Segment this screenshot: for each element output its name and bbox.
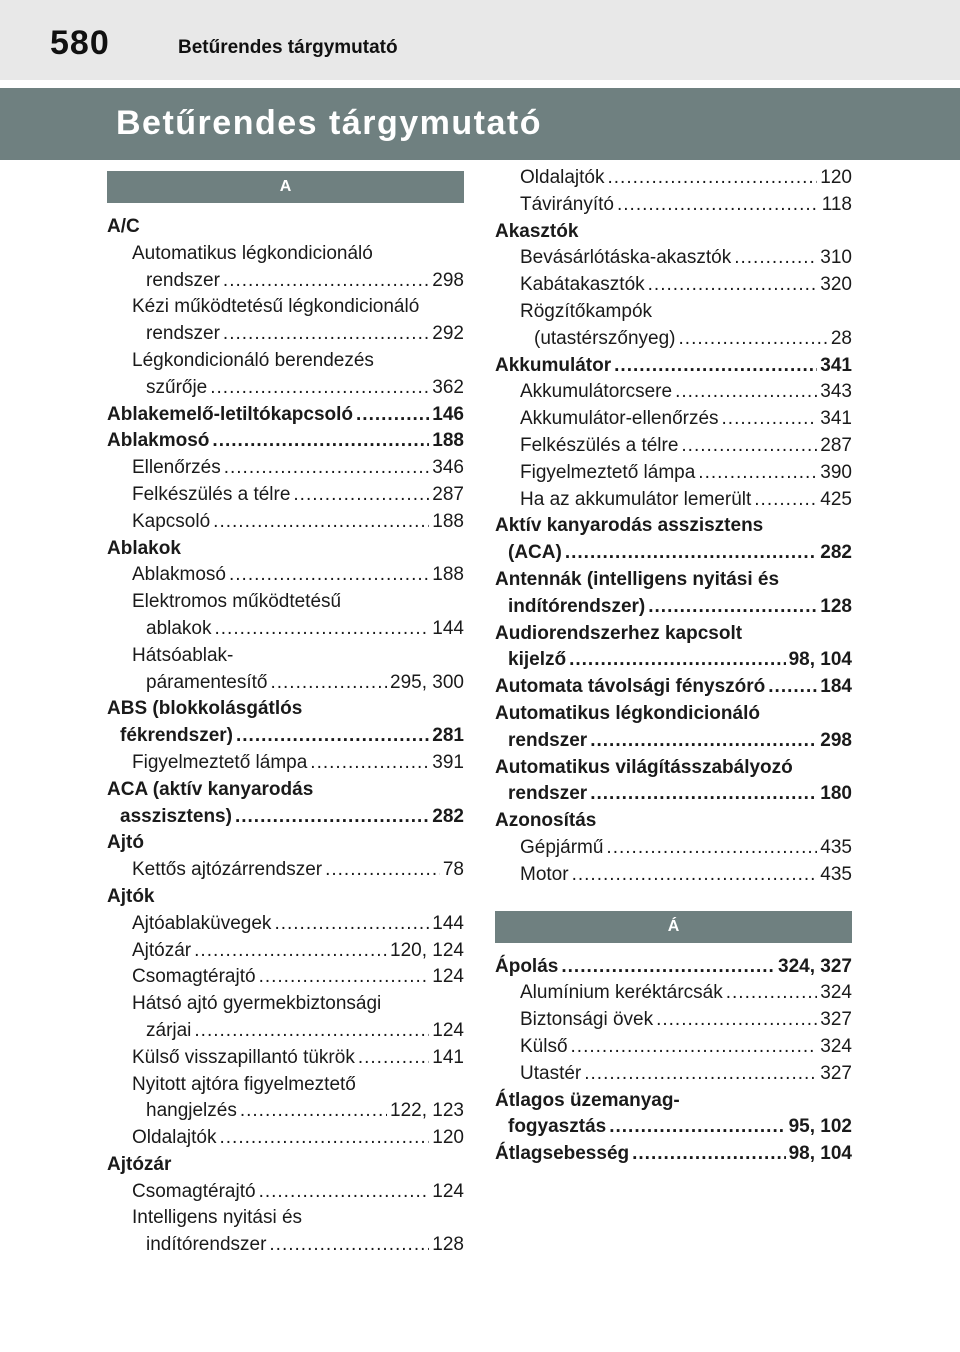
- entry-term: asszisztens): [120, 805, 232, 827]
- dot-leader: [259, 1179, 430, 1206]
- entry-page-ref: 295, 300: [390, 671, 464, 693]
- index-entry: [495, 353, 852, 380]
- entry-term: Ápolás: [495, 955, 559, 977]
- index-entry: [495, 954, 852, 981]
- entry-term: fékrendszer): [120, 725, 233, 747]
- dot-leader: [235, 804, 429, 831]
- entry-term: rendszer: [146, 269, 220, 291]
- entry-term: Bevásárlótáska-akasztók: [520, 247, 732, 269]
- index-entry: [107, 1018, 464, 1045]
- index-entry: [495, 1007, 852, 1034]
- dot-leader: [656, 1007, 817, 1034]
- dot-leader: [571, 1034, 818, 1061]
- entry-page-ref: 118: [821, 193, 852, 215]
- index-entry: [107, 428, 464, 455]
- index-entry: [495, 460, 852, 487]
- index-entry: [495, 1061, 852, 1088]
- entry-term: Átlagos üzemanyag-: [495, 1089, 680, 1111]
- entry-page-ref: 282: [432, 805, 464, 827]
- index-column-left: [107, 171, 464, 1259]
- index-entry: [495, 245, 852, 272]
- entry-term: szűrője: [146, 376, 208, 398]
- entry-term: Ablakmosó: [107, 430, 210, 452]
- entry-page-ref: 362: [432, 376, 464, 398]
- dot-leader: [569, 647, 786, 674]
- index-entry: [495, 272, 852, 299]
- entry-term: Kettős ajtózárrendszer: [132, 859, 323, 881]
- entry-page-ref: 341: [820, 354, 852, 376]
- entry-page-ref: 292: [432, 323, 464, 345]
- index-entries-right-b: [495, 954, 852, 1168]
- entry-page-ref: 78: [442, 859, 464, 881]
- dot-leader: [608, 165, 818, 192]
- index-entry: [495, 165, 852, 192]
- index-entry: [495, 192, 852, 219]
- entry-page-ref: 390: [820, 461, 852, 483]
- entry-term: rendszer: [146, 323, 220, 345]
- entry-term: Hátsóablak-: [132, 644, 234, 666]
- dot-leader: [584, 1061, 817, 1088]
- entry-page-ref: 341: [820, 408, 852, 430]
- dot-leader: [269, 1232, 429, 1259]
- entry-term: Automatikus légkondicionáló: [132, 242, 373, 264]
- dot-leader: [223, 268, 429, 295]
- index-entry: [107, 1152, 464, 1179]
- entry-term: Intelligens nyitási és: [132, 1207, 303, 1229]
- entry-page-ref: 98, 104: [788, 649, 852, 671]
- entry-term: kijelző: [508, 649, 567, 671]
- entry-term: Kapcsoló: [132, 510, 211, 532]
- dot-leader: [679, 326, 828, 353]
- index-entries-left: [107, 214, 464, 1259]
- entry-term: Antennák (intelligens nyitási és: [495, 568, 780, 590]
- entry-term: Ellenőrzés: [132, 457, 221, 479]
- entry-term: A/C: [107, 216, 140, 237]
- entry-page-ref: 435: [820, 836, 852, 858]
- section-header-a: A: [107, 171, 464, 203]
- entry-page-ref: 95, 102: [788, 1116, 852, 1138]
- dot-leader: [223, 321, 429, 348]
- index-entry: [495, 862, 852, 889]
- index-entry: [495, 755, 852, 782]
- entry-term: Aktív kanyarodás asszisztens: [495, 515, 764, 537]
- index-entry: [495, 781, 852, 808]
- dot-leader: [220, 1125, 430, 1152]
- dot-leader: [224, 455, 430, 482]
- dot-leader: [194, 1018, 429, 1045]
- entry-term: rendszer: [508, 783, 588, 805]
- entry-page-ref: 128: [820, 595, 852, 617]
- entry-term: Alumínium keréktárcsák: [520, 982, 723, 1004]
- entry-term: Rögzítőkampók: [520, 300, 653, 322]
- entry-term: fogyasztás: [508, 1116, 607, 1138]
- entry-page-ref: 120, 124: [390, 939, 464, 961]
- index-entry: [495, 487, 852, 514]
- entry-page-ref: 141: [432, 1046, 464, 1068]
- entry-term: Akkumulátor-ellenőrzés: [520, 408, 719, 430]
- dot-leader: [734, 245, 817, 272]
- index-entry: [107, 643, 464, 670]
- index-entry: [107, 616, 464, 643]
- entry-term: Automatikus világításszabályozó: [495, 756, 793, 778]
- index-entry: [495, 1088, 852, 1115]
- entry-page-ref: 124: [432, 1019, 464, 1041]
- page-number: 580: [50, 24, 110, 62]
- page-title: Betűrendes tárgymutató: [116, 104, 542, 142]
- index-entry: [107, 857, 464, 884]
- dot-leader: [561, 954, 775, 981]
- index-entry: [495, 728, 852, 755]
- entry-page-ref: 287: [820, 434, 852, 456]
- index-entry: [107, 1045, 464, 1072]
- index-entry: [107, 1098, 464, 1125]
- entry-term: indítórendszer): [508, 595, 646, 617]
- dot-leader: [609, 1114, 785, 1141]
- index-entry: [107, 562, 464, 589]
- index-entry: [495, 379, 852, 406]
- index-entry: [495, 1141, 852, 1168]
- index-entry: [107, 348, 464, 375]
- index-entry: [495, 1114, 852, 1141]
- entry-term: Biztonsági övek: [520, 1009, 654, 1031]
- title-banner: [0, 88, 960, 160]
- index-entry: [107, 1072, 464, 1099]
- index-entry: [107, 804, 464, 831]
- entry-term: Motor: [520, 863, 569, 885]
- index-entry: [107, 911, 464, 938]
- entry-term: ABS (blokkolásgátlós: [107, 698, 303, 720]
- index-entry: [107, 455, 464, 482]
- entry-page-ref: 28: [830, 327, 852, 349]
- dot-leader: [754, 487, 817, 514]
- dot-leader: [726, 980, 818, 1007]
- dot-leader: [606, 835, 817, 862]
- entry-page-ref: 144: [432, 617, 464, 639]
- index-entry: [495, 326, 852, 353]
- entry-term: Figyelmeztető lámpa: [132, 751, 308, 773]
- entry-term: Oldalajtók: [132, 1127, 217, 1149]
- entry-page-ref: 287: [432, 483, 464, 505]
- entry-page-ref: 324: [820, 1035, 852, 1057]
- dot-leader: [614, 353, 817, 380]
- dot-leader: [210, 375, 429, 402]
- index-entry: [107, 670, 464, 697]
- index-entry: [107, 402, 464, 429]
- index-entry: [107, 830, 464, 857]
- entry-term: Akkumulátor: [495, 354, 612, 376]
- entry-term: Elektromos működtetésű: [132, 591, 342, 613]
- entry-term: Figyelmeztető lámpa: [520, 461, 696, 483]
- entry-term: Ablakmosó: [132, 564, 226, 586]
- entry-page-ref: 98, 104: [788, 1143, 852, 1165]
- entry-term: Csomagtérajtó: [132, 1180, 256, 1202]
- entry-term: Ajtók: [107, 885, 155, 907]
- index-entry: [495, 621, 852, 648]
- dot-leader: [274, 911, 429, 938]
- top-strip: [0, 0, 960, 80]
- section-gap: [495, 889, 852, 911]
- entry-term: Felkészülés a télre: [132, 483, 291, 505]
- index-entry: [495, 433, 852, 460]
- entry-term: Ajtóablaküvegek: [132, 912, 272, 934]
- entry-page-ref: 188: [432, 430, 464, 452]
- entry-page-ref: 327: [820, 1062, 852, 1084]
- dot-leader: [681, 433, 817, 460]
- index-entry: [107, 1232, 464, 1259]
- section-header-a-acute: Á: [495, 911, 852, 943]
- index-entry: [495, 540, 852, 567]
- entry-page-ref: 343: [820, 381, 852, 403]
- index-entry: [107, 1205, 464, 1232]
- dot-leader: [293, 482, 429, 509]
- entry-term: Kabátakasztók: [520, 274, 645, 296]
- index-entry: [495, 674, 852, 701]
- dot-leader: [356, 402, 429, 429]
- dot-leader: [632, 1141, 785, 1168]
- index-entry: [107, 964, 464, 991]
- dot-leader: [310, 750, 429, 777]
- index-entry: [107, 696, 464, 723]
- index-entry: [495, 567, 852, 594]
- index-entry: [107, 884, 464, 911]
- entry-term: rendszer: [508, 729, 588, 751]
- entry-term: indítórendszer: [146, 1234, 267, 1256]
- entry-term: páramentesítő: [146, 671, 268, 693]
- entry-term: zárjai: [146, 1019, 192, 1041]
- entry-page-ref: 122, 123: [390, 1100, 464, 1122]
- dot-leader: [213, 509, 429, 536]
- index-entry: [495, 980, 852, 1007]
- index-entry: [495, 647, 852, 674]
- index-entry: [107, 777, 464, 804]
- entry-page-ref: 146: [432, 403, 464, 425]
- entry-term: Utastér: [520, 1062, 582, 1084]
- entry-term: Akasztók: [495, 220, 579, 242]
- dot-leader: [215, 616, 430, 643]
- entry-page-ref: 144: [432, 912, 464, 934]
- index-entry: [495, 835, 852, 862]
- entry-page-ref: 128: [432, 1234, 464, 1256]
- entry-page-ref: 435: [820, 863, 852, 885]
- dot-leader: [194, 938, 387, 965]
- dot-leader: [325, 857, 440, 884]
- entry-page-ref: 324: [820, 982, 852, 1004]
- dot-leader: [768, 674, 817, 701]
- index-column-right: [495, 165, 852, 1168]
- entry-term: Hátsó ajtó gyermekbiztonsági: [132, 993, 382, 1015]
- entry-term: Légkondicionáló berendezés: [132, 349, 374, 371]
- entry-term: Ajtó: [107, 832, 144, 854]
- entry-term: Ablakok: [107, 537, 181, 559]
- entry-page-ref: 391: [432, 751, 464, 773]
- index-entry: [495, 594, 852, 621]
- entry-page-ref: 120: [820, 167, 852, 188]
- index-entry: [495, 513, 852, 540]
- entry-term: Azonosítás: [495, 810, 597, 832]
- dot-leader: [648, 594, 817, 621]
- index-entry: [495, 406, 852, 433]
- entry-term: Oldalajtók: [520, 167, 605, 188]
- index-entry: [495, 219, 852, 246]
- entry-page-ref: 120: [432, 1127, 464, 1149]
- dot-leader: [240, 1098, 387, 1125]
- index-entry: [107, 509, 464, 536]
- entry-term: Gépjármű: [520, 836, 604, 858]
- entry-term: Felkészülés a télre: [520, 434, 679, 456]
- dot-leader: [572, 862, 818, 889]
- entry-page-ref: 124: [432, 966, 464, 988]
- entry-term: Ha az akkumulátor lemerült: [520, 488, 752, 510]
- running-head: Betűrendes tárgymutató: [178, 37, 398, 58]
- dot-leader: [698, 460, 817, 487]
- entry-page-ref: 298: [432, 269, 464, 291]
- dot-leader: [590, 781, 817, 808]
- entry-page-ref: 188: [432, 510, 464, 532]
- index-entries-right-a: [495, 165, 852, 889]
- entry-term: Ajtózár: [132, 939, 192, 961]
- index-entry: [107, 482, 464, 509]
- dot-leader: [212, 428, 429, 455]
- dot-leader: [358, 1045, 429, 1072]
- dot-leader: [590, 728, 817, 755]
- entry-term: Automata távolsági fényszóró: [495, 676, 766, 698]
- dot-leader: [617, 192, 819, 219]
- entry-term: Külső visszapillantó tükrök: [132, 1046, 355, 1068]
- index-entry: [107, 214, 464, 241]
- entry-page-ref: 184: [820, 676, 852, 698]
- entry-page-ref: 327: [820, 1009, 852, 1031]
- index-entry: [107, 1125, 464, 1152]
- entry-term: Ablakemelő-letiltókapcsoló: [107, 403, 354, 425]
- index-entry: [107, 536, 464, 563]
- entry-term: Kézi működtetésű légkondicionáló: [132, 296, 420, 318]
- entry-page-ref: 346: [432, 457, 464, 479]
- entry-term: Külső: [520, 1035, 568, 1057]
- index-entry: [107, 241, 464, 268]
- entry-term: Távirányító: [520, 193, 614, 215]
- entry-term: Nyitott ajtóra figyelmeztető: [132, 1073, 356, 1095]
- index-entry: [107, 938, 464, 965]
- entry-term: Audiorendszerhez kapcsolt: [495, 622, 743, 644]
- entry-term: (utastérszőnyeg): [534, 327, 676, 349]
- entry-term: ACA (aktív kanyarodás: [107, 778, 314, 800]
- dot-leader: [236, 723, 429, 750]
- entry-page-ref: 180: [820, 783, 852, 805]
- entry-term: Automatikus légkondicionáló: [495, 702, 760, 724]
- entry-page-ref: 324, 327: [778, 955, 852, 977]
- entry-term: Akkumulátorcsere: [520, 381, 673, 403]
- entry-term: ablakok: [146, 617, 212, 639]
- dot-leader: [675, 379, 817, 406]
- index-entry: [107, 321, 464, 348]
- dot-leader: [259, 964, 430, 991]
- entry-page-ref: 281: [432, 725, 464, 747]
- entry-page-ref: 124: [432, 1180, 464, 1202]
- index-entry: [107, 294, 464, 321]
- entry-page-ref: 298: [820, 729, 852, 751]
- dot-leader: [722, 406, 818, 433]
- entry-term: hangjelzés: [146, 1100, 237, 1122]
- dot-leader: [229, 562, 429, 589]
- entry-page-ref: 282: [820, 542, 852, 564]
- index-entry: [495, 701, 852, 728]
- index-entry: [107, 750, 464, 777]
- entry-term: Ajtózár: [107, 1153, 172, 1175]
- entry-term: (ACA): [508, 542, 562, 564]
- index-entry: [495, 1034, 852, 1061]
- index-entry: [495, 808, 852, 835]
- entry-term: Csomagtérajtó: [132, 966, 256, 988]
- entry-page-ref: 425: [820, 488, 852, 510]
- index-entry: [107, 723, 464, 750]
- index-entry: [107, 1179, 464, 1206]
- dot-leader: [565, 540, 817, 567]
- index-entry: [495, 299, 852, 326]
- entry-page-ref: 188: [432, 564, 464, 586]
- dot-leader: [270, 670, 387, 697]
- entry-page-ref: 320: [820, 274, 852, 296]
- entry-page-ref: 310: [820, 247, 852, 269]
- index-entry: [107, 375, 464, 402]
- index-entry: [107, 268, 464, 295]
- index-entry: [107, 991, 464, 1018]
- index-entry: [107, 589, 464, 616]
- entry-term: Átlagsebesség: [495, 1143, 630, 1165]
- dot-leader: [648, 272, 818, 299]
